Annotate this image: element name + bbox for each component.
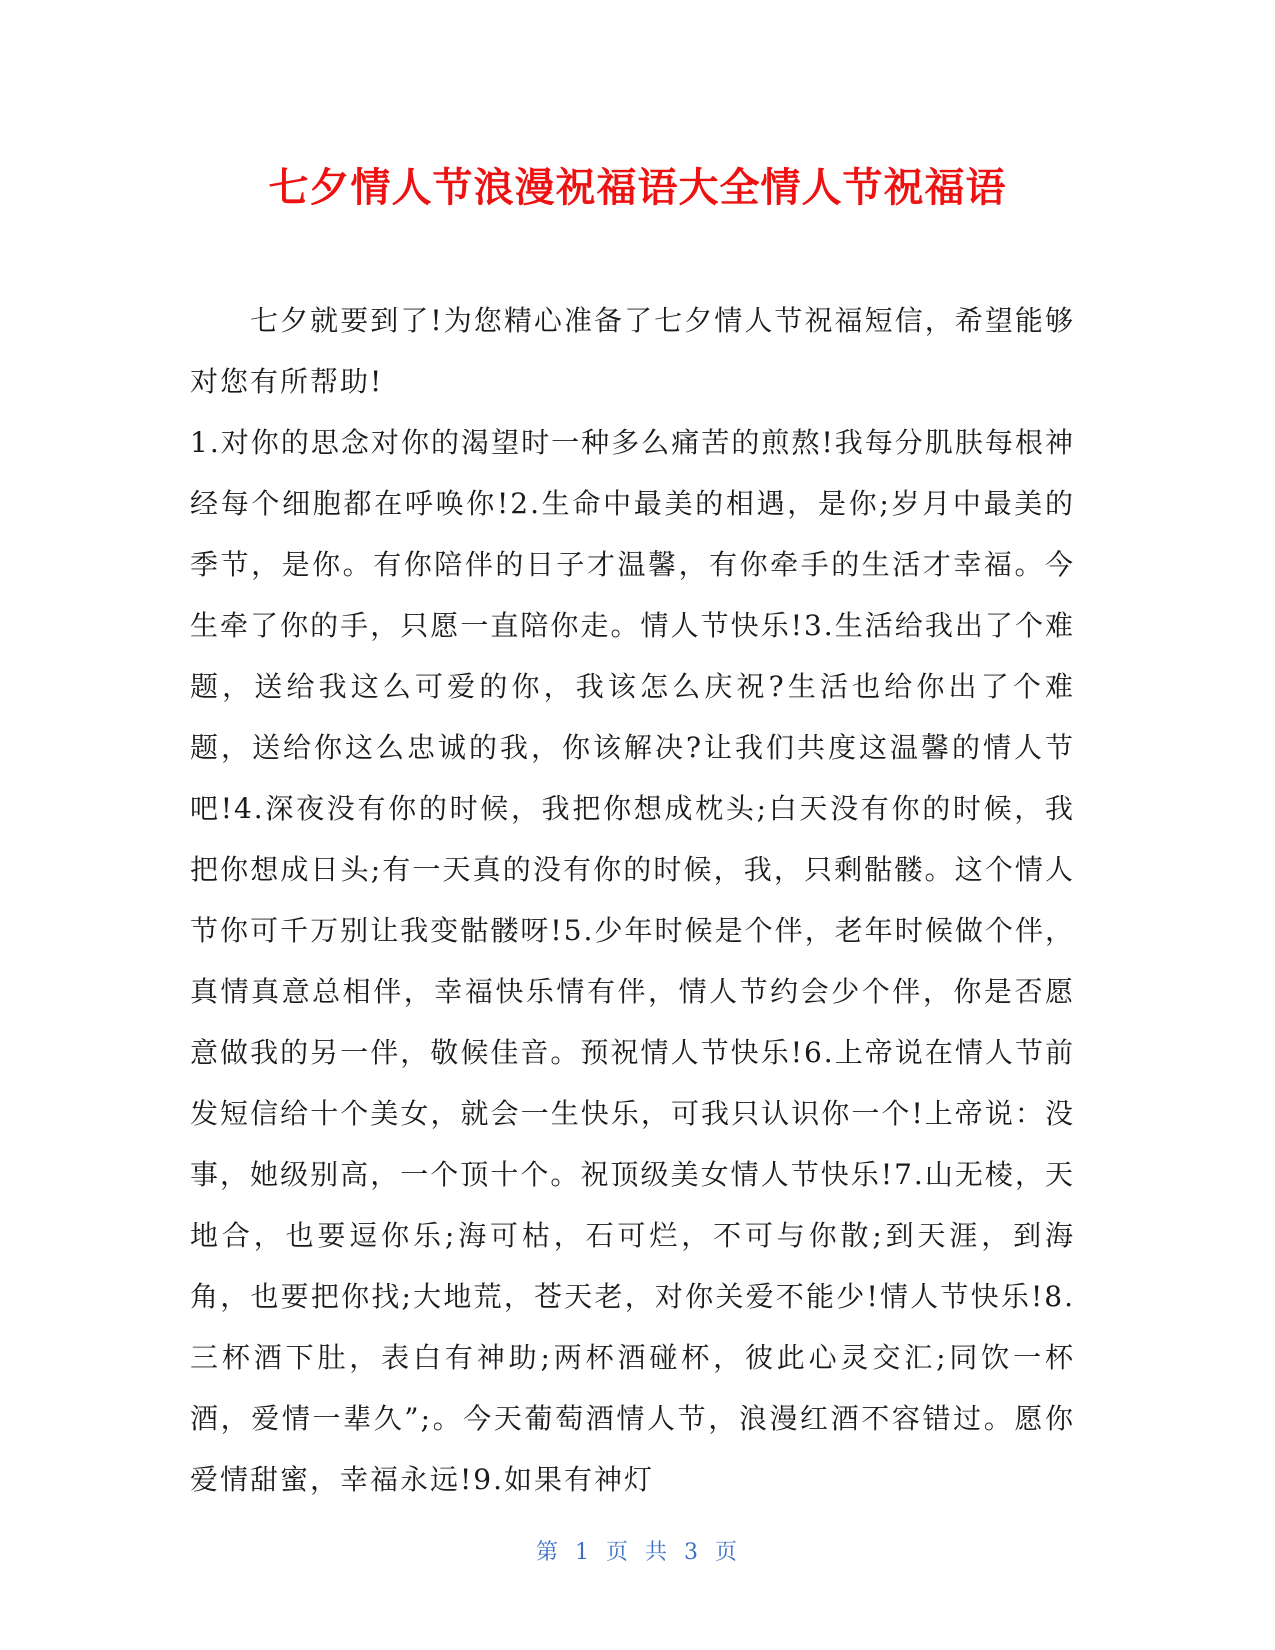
- footer-page-word: 页: [605, 1540, 630, 1565]
- document-body: [190, 290, 1075, 1510]
- footer-suffix: 页: [715, 1540, 740, 1565]
- current-page-number: 1: [574, 1540, 591, 1565]
- total-pages-number: 3: [684, 1540, 701, 1565]
- footer-prefix: 第: [535, 1540, 560, 1565]
- main-paragraph: 1.对你的思念对你的渴望时一种多么痛苦的煎熬!我每分肌肤每根神经每个细胞都在呼唤你!2.生命中最美的相遇，是你;岁月中最美的季节，是你。有你陪伴的日子才温馨，有你牵手的生活才幸福。今生牵了你的手，只愿一直陪你走。情人节快乐!3.生活给我出了个难题，送给我这么可爱的你，我该怎么庆祝?生活也给你出了个难题，送给你这么忠诚的我，你该解决?让我们共度这温馨的情人节吧!4.深夜没有你的时候，我把你想成枕头;白天没有你的时候，我把你想成日头;有一天真的没有你的时候，我，只剩骷髅。这个情人节你可千万别让我变骷髅呀!5.少年时候是个伴，老年时候做个伴，真情真意总相伴，幸福快乐情有伴，情人节约会少个伴，你是否愿意做我的另一伴，敬候佳音。预祝情人节快乐!6.上帝说在情人节前发短信给十个美女，就会一生快乐，可我只认识你一个!上帝说：没事，她级别高，一个顶十个。祝顶级美女情人节快乐!7.山无棱，天地合，也要逗你乐;海可枯，石可烂，不可与你散;到天涯，到海角，也要把你找;大地荒，苍天老，对你关爱不能少!情人节快乐!8.三杯酒下肚，表白有神助;两杯酒碰杯，彼此心灵交汇;同饮一杯酒，爱情一辈久”;。今天葡萄酒情人节，浪漫红酒不容错过。愿你爱情甜蜜，幸福永远!9.如果有神灯: [190, 426, 1075, 1496]
- page-title: 七夕情人节浪漫祝福语大全情人节祝福语: [268, 165, 1007, 211]
- intro-paragraph: 七夕就要到了!为您精心准备了七夕情人节祝福短信，希望能够对您有所帮助!: [190, 304, 1075, 398]
- footer-total-word: 共: [645, 1540, 670, 1565]
- page-footer: [0, 1535, 1275, 1566]
